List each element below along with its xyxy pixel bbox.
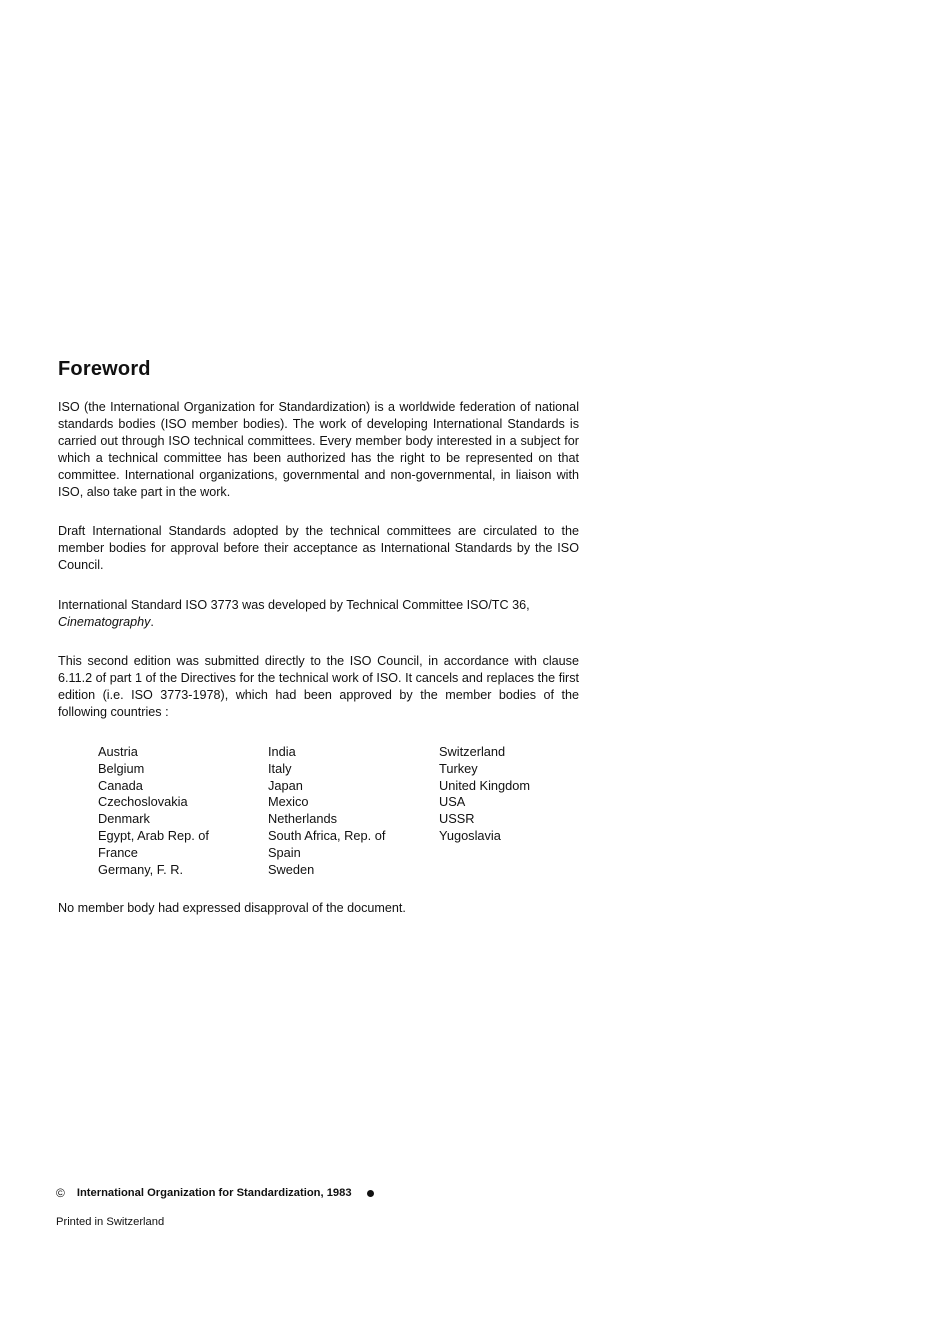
- printed-location: Printed in Switzerland: [56, 1216, 165, 1228]
- country-item: Yugoslavia: [439, 827, 501, 843]
- committee-name: Cinematography: [58, 615, 151, 629]
- country-item: United Kingdom: [439, 777, 531, 793]
- country-item: Germany, F. R.: [98, 861, 184, 877]
- paragraph-iso-introduction: ISO (the International Organization for Standardization) is a worldwide federation of national standards bodies (ISO member bodies). The work of developing International Standards is carried out through ISO technical committees. Every member body interested in a subject for which a technical committee has been authorized has the right to be represented on that committee. International organizations, governmental and non-governmental, in liaison with ISO, also take part in the work.: [58, 400, 579, 499]
- paragraph-draft-standards: Draft International Standards adopted by the technical committees are circulated to the member bodies for approval before their acceptance as International Standards by the ISO Council.: [58, 524, 579, 572]
- country-item: USA: [439, 794, 466, 810]
- country-item: Italy: [268, 760, 292, 776]
- country-item: USSR: [439, 811, 475, 827]
- country-item: Egypt, Arab Rep. of: [98, 827, 209, 843]
- country-item: Canada: [98, 777, 143, 793]
- country-item: Spain: [268, 844, 301, 860]
- paragraph-technical-committee: [58, 597, 579, 631]
- country-item: Switzerland: [439, 744, 506, 759]
- country-item: Austria: [98, 744, 138, 759]
- country-item: South Africa, Rep. of: [268, 827, 386, 843]
- country-item: Czechoslovakia: [98, 794, 188, 810]
- paragraph-no-disapproval: No member body had expressed disapproval of the document.: [58, 901, 406, 915]
- country-item: Mexico: [268, 794, 309, 810]
- country-item: Japan: [268, 777, 303, 793]
- page-title: Foreword: [58, 358, 151, 380]
- country-item: India: [268, 744, 296, 759]
- country-item: Denmark: [98, 811, 150, 827]
- copyright-text: International Organization for Standardization, 1983: [76, 1187, 352, 1199]
- committee-period: .: [150, 615, 154, 629]
- country-item: Belgium: [98, 760, 145, 776]
- countries-column-1: [98, 744, 268, 878]
- countries-column-2: [268, 744, 439, 878]
- country-item: France: [98, 844, 138, 860]
- approving-countries-list: [98, 744, 579, 878]
- copyright-line: [56, 1186, 374, 1200]
- country-item: Sweden: [268, 861, 315, 877]
- country-item: Netherlands: [268, 811, 338, 827]
- country-item: Turkey: [439, 760, 478, 776]
- committee-statement: International Standard ISO 3773 was developed by Technical Committee ISO/TC 36,: [58, 598, 530, 612]
- copyright-icon: ©: [56, 1186, 65, 1200]
- bullet-dot-icon: [367, 1190, 374, 1197]
- countries-column-3: [439, 744, 579, 878]
- paragraph-second-edition: This second edition was submitted directly to the ISO Council, in accordance with clause 6.11.2 of part 1 of the Directives for the technical work of ISO. It cancels and replaces the first edition (i.e. ISO 3773-1978), which had been approved by the member bodies of the following countries :: [58, 654, 579, 719]
